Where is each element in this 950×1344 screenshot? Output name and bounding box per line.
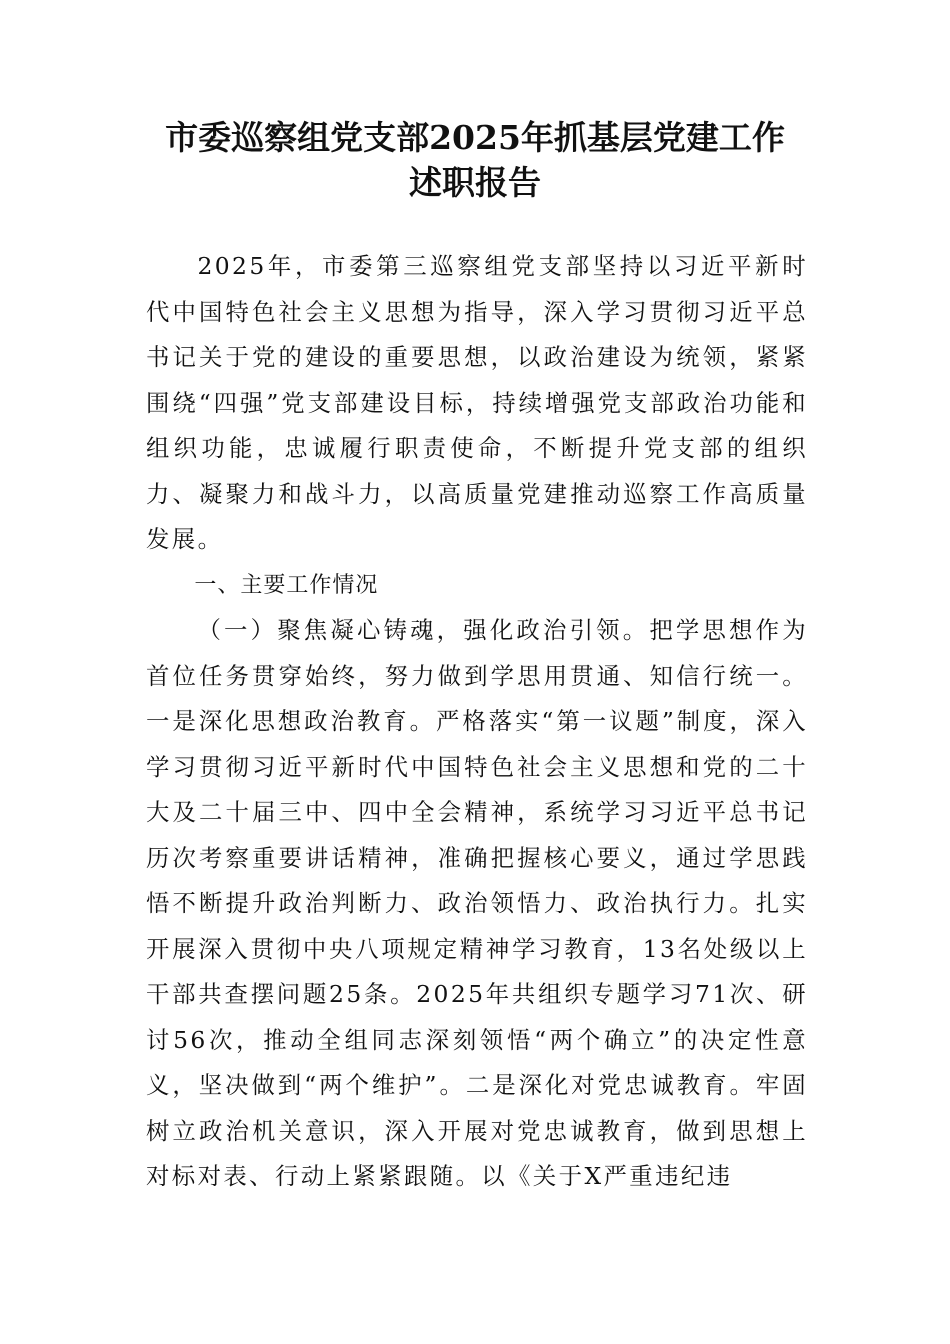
subsection-paragraph — [146, 608, 808, 1200]
subsection-lead: （一）聚焦凝心铸魂，强化政治引领。 — [197, 616, 650, 644]
section-heading: 一、主要工作情况 — [194, 572, 379, 598]
document-title-line-1: 市委巡察组党支部2025年抓基层党建工作 — [165, 118, 785, 157]
document-title-line-2: 述职报告 — [409, 163, 541, 202]
document-body — [146, 244, 808, 1200]
intro-paragraph: 2025年，市委第三巡察组党支部坚持以习近平新时代中国特色社会主义思想为指导，深入学习贯彻习近平总书记关于党的建设的重要思想，以政治建设为统领，紧紧围绕“四强”党支部建设目标，持续增强党支部政治功能和组织功能，忠诚履行职责使命，不断提升党支部的组织力、凝聚力和战斗力，以高质量党建推动巡察工作高质量发展。 — [146, 252, 808, 553]
subsection-body: 把学思想作为首位任务贯穿始终，努力做到学思用贯通、知信行统一。一是深化思想政治教育。严格落实“第一议题”制度，深入学习贯彻习近平新时代中国特色社会主义思想和党的二十大及二十届三中、四中全会精神，系统学习习近平总书记历次考察重要讲话精神，准确把握核心要义，通过学思践悟不断提升政治判断力、政治领悟力、政治执行力。扎实开展深入贯彻中央八项规定精神学习教育，13名处级以上干部共查摆问题25条。2025年共组织专题学习71次、研讨56次，推动全组同志深刻领悟“两个确立”的决定性意义，坚决做到“两个维护”。二是深化对党忠诚教育。牢固树立政治机关意识，深入开展对党忠诚教育，做到思想上对标对表、行动上紧紧跟随。以《关于X严重违纪违 — [146, 616, 808, 1190]
